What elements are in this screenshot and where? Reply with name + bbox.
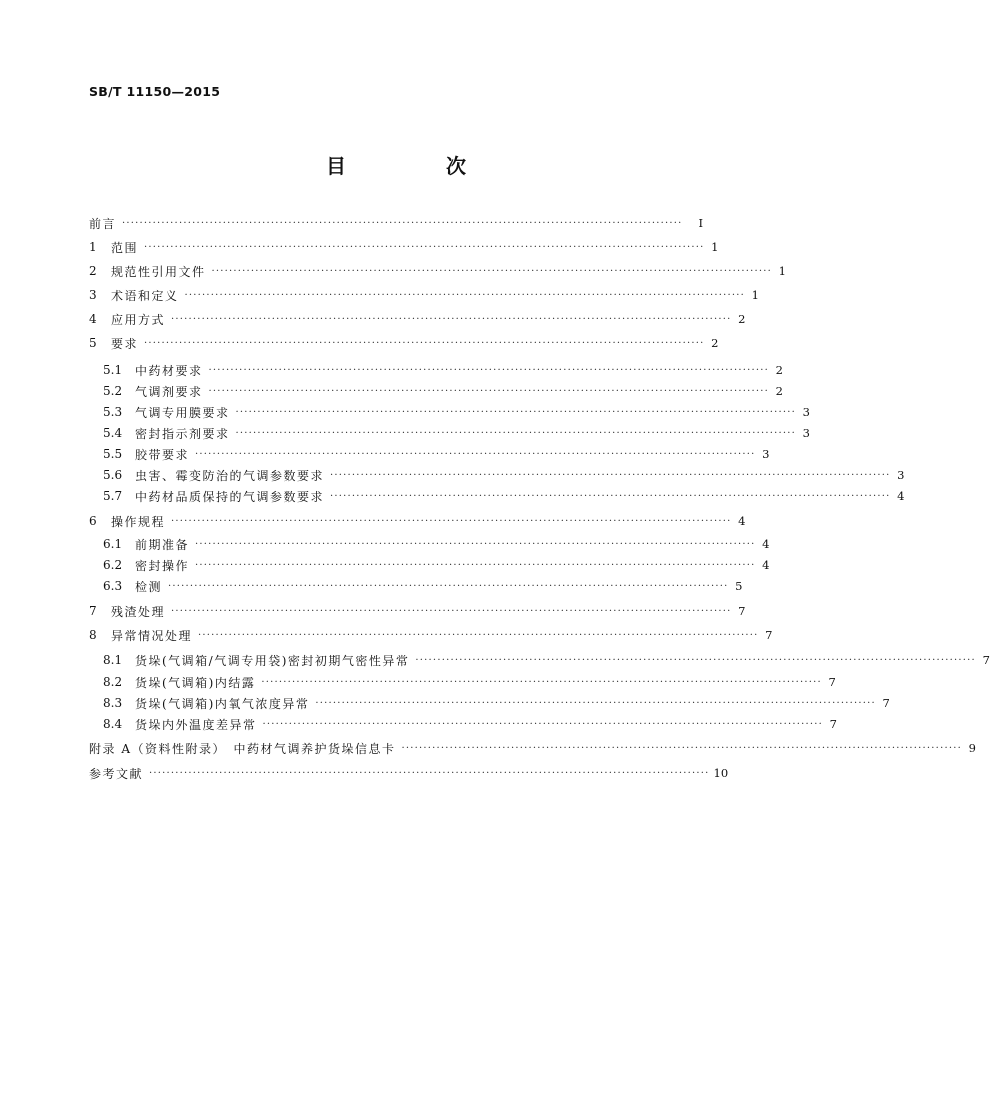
dot-leader: ································································································································ [168,580,729,592]
dot-leader: ································································································································ [208,385,769,397]
toc-entry-label: 术语和定义 [111,288,179,303]
toc-entry-number: 5.2 [103,384,123,398]
toc-entry-page: 7 [829,717,837,731]
toc-entry[interactable] [89,424,810,442]
toc-entry-page: 4 [738,514,746,528]
toc-entry-number: 8.1 [103,653,123,667]
toc-entry[interactable] [89,602,746,620]
dot-leader: ································································································································ [144,241,705,253]
toc-entry[interactable] [89,694,890,712]
toc-entry-label: 参考文献 [89,766,144,781]
toc-entry[interactable] [89,445,770,463]
toc-entry-page: 10 [713,766,729,780]
dot-leader: ································································································································ [211,265,772,277]
toc-entry-label: 中药材要求 [135,363,203,378]
toc-entry-page: 7 [738,604,746,618]
toc-entry[interactable] [89,334,719,352]
toc-entry-label: 前言 [89,216,117,231]
toc-entry-page: 3 [802,426,810,440]
toc-entry-number: 8.4 [103,717,123,731]
dot-leader: ································································································································ [235,427,796,439]
toc-entry-label: 前期准备 [135,537,190,552]
toc-entry-number: 5.6 [103,468,123,482]
toc-entry-number: 3 [89,288,97,302]
toc-entry[interactable] [89,512,746,530]
dot-leader: ································································································································ [195,448,756,460]
dot-leader: ································································································································ [144,337,705,349]
toc-entry-number: 6.2 [103,558,123,572]
toc-entry-number: 1 [89,240,97,254]
toc-entry[interactable] [89,403,810,421]
toc-entry-number: 8.2 [103,675,123,689]
toc-entry-label: 密封指示剂要求 [135,426,230,441]
dot-leader: ································································································································ [149,767,710,779]
toc-entry-label: 要求 [111,336,139,351]
dot-leader: ································································································································ [262,718,823,730]
dot-leader: ································································································································ [208,364,769,376]
toc-entry-page: 9 [968,741,976,755]
toc-entry-page: 1 [778,264,786,278]
toc-entry-number: 6.3 [103,579,123,593]
dot-leader: ································································································································ [261,676,822,688]
toc-entry[interactable] [89,262,786,280]
dot-leader: ································································································································ [330,490,891,502]
dot-leader: ································································································································ [401,742,962,754]
toc-entry-number: 6.1 [103,537,123,551]
dot-leader: ································································································································ [171,313,732,325]
toc-entry-label: 规范性引用文件 [111,264,206,279]
toc-entry[interactable] [89,715,837,733]
toc-entry[interactable] [89,556,770,574]
dot-leader: ································································································································ [195,538,756,550]
toc-entry-page: 1 [711,240,719,254]
toc-entry[interactable] [89,238,719,256]
toc-entry[interactable] [89,673,836,691]
toc-entry-number: 4 [89,312,97,326]
toc-entry[interactable] [89,286,759,304]
toc-entry-page: 4 [762,537,770,551]
dot-leader: ································································································································ [195,559,756,571]
toc-entry-page: 2 [738,312,746,326]
toc-entry[interactable] [89,535,770,553]
toc-entry-page: 2 [775,384,783,398]
standard-code: SB/T 11150—2015 [89,84,221,99]
toc-entry-page: 4 [897,489,905,503]
dot-leader: ································································································································ [171,605,732,617]
toc-entry-number: 8.3 [103,696,123,710]
toc-entry-label: 气调专用膜要求 [135,405,230,420]
dot-leader: ································································································································ [315,697,876,709]
toc-entry-label: 中药材品质保持的气调参数要求 [135,489,325,504]
toc-entry-label: 残渣处理 [111,604,166,619]
toc-entry-number: 5.7 [103,489,123,503]
toc-entry-page: 3 [802,405,810,419]
toc-entry-label: 附录 A（资料性附录） 中药材气调养护货垛信息卡 [89,741,396,756]
toc-entry-page: 2 [711,336,719,350]
dot-leader: ································································································································ [415,654,976,666]
toc-entry-label: 范围 [111,240,139,255]
toc-entry-page: 1 [751,288,759,302]
toc-entry-label: 气调剂要求 [135,384,203,399]
toc-entry-number: 5.5 [103,447,123,461]
toc-entry-label: 密封操作 [135,558,190,573]
toc-entry-page: 7 [765,628,773,642]
dot-leader: ································································································································ [198,629,759,641]
toc-entry-number: 5 [89,336,97,350]
toc-entry-number: 7 [89,604,97,618]
toc-entry[interactable] [89,577,743,595]
toc-entry-page: 3 [897,468,905,482]
toc-entry-number: 8 [89,628,97,642]
toc-entry-page: 5 [735,579,743,593]
toc-entry-page: 4 [762,558,770,572]
toc-entry-label: 货垛(气调箱)内氧气浓度异常 [135,696,310,711]
toc-entry-page: 3 [762,447,770,461]
toc-entry-number: 5.3 [103,405,123,419]
dot-leader: ································································································································ [171,515,732,527]
toc-entry-number: 2 [89,264,97,278]
page-title: 目 次 [326,154,506,178]
toc-entry-page: 7 [882,696,890,710]
toc-entry[interactable] [89,487,905,505]
toc-entry-number: 6 [89,514,97,528]
toc-entry-label: 虫害、霉变防治的气调参数要求 [135,468,325,483]
toc-entry[interactable] [89,382,783,400]
toc-entry-label: 货垛(气调箱)内结露 [135,675,256,690]
toc-entry-number: 5.1 [103,363,123,377]
toc-entry-label: 货垛(气调箱/气调专用袋)密封初期气密性异常 [135,653,410,668]
dot-leader: ································································································································ [122,217,683,229]
toc-entry-label: 操作规程 [111,514,166,529]
dot-leader: ································································································································ [235,406,796,418]
toc-entry[interactable] [89,739,976,757]
toc-entry-label: 胶带要求 [135,447,190,462]
toc-entry[interactable] [89,466,905,484]
toc-entry-number: 5.4 [103,426,123,440]
toc-entry-page: 2 [775,363,783,377]
toc-entry[interactable] [89,626,773,644]
toc-entry[interactable] [89,214,703,232]
toc-entry-label: 异常情况处理 [111,628,193,643]
toc-entry[interactable] [89,651,990,669]
toc-entry-page: Ⅰ [698,216,703,230]
toc-entry[interactable] [89,361,783,379]
dot-leader: ································································································································ [184,289,745,301]
dot-leader: ································································································································ [330,469,891,481]
toc-entry-page: 7 [828,675,836,689]
toc-entry-label: 检测 [135,579,163,594]
toc-entry-page: 7 [982,653,990,667]
toc-entry-label: 货垛内外温度差异常 [135,717,257,732]
toc-entry[interactable] [89,764,729,782]
toc-entry[interactable] [89,310,746,328]
toc-entry-label: 应用方式 [111,312,166,327]
